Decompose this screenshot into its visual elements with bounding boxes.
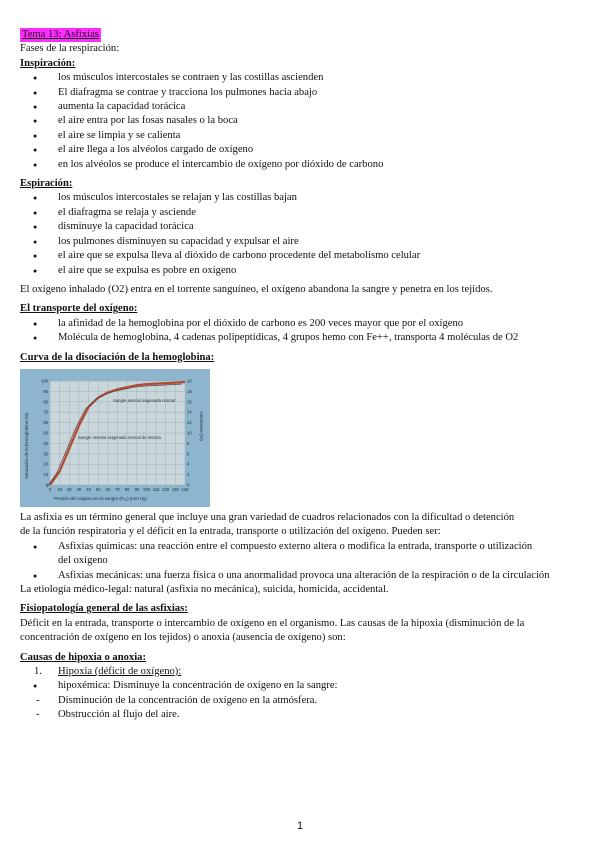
causas-list: [20, 665, 580, 679]
oxigeno-paragraph: El oxígeno inhalado (O2) entra en el torrente sanguíneo, el oxígeno abandona la sangre y penetra en los tejidos.: [20, 283, 493, 295]
dash-item-text: Disminución de la concentración de oxígeno en la atmósfera.: [58, 694, 318, 706]
y2-tick-label: 4: [187, 461, 190, 467]
document-page: [20, 28, 580, 723]
y-tick-label: 70: [43, 409, 48, 415]
x-tick-label: 90: [134, 486, 140, 492]
list-item: ● El diafragma se contrae y tracciona los pulmones hacia abajo: [20, 86, 580, 100]
x-tick-label: 10: [57, 486, 62, 492]
list-item: ● en los alvéolos se produce el intercambio de oxígeno por dióxido de carbono: [20, 158, 580, 172]
list-item: - Obstrucción al flujo del aire.: [36, 709, 180, 721]
y2-tick-label: 10: [187, 430, 192, 436]
list-item: - Disminución de la concentración de oxígeno en la atmósfera.: [36, 694, 318, 706]
list-item: ● la afinidad de la hemoglobina por el dióxido de carbono es 200 veces mayor que por el oxígeno: [20, 317, 580, 331]
x-tick-label: 70: [115, 486, 120, 492]
causas-dash-list: [20, 694, 580, 723]
list-item: ● los músculos intercostales se contraen y las costillas ascienden: [20, 71, 580, 85]
transporte-heading: El transporte del oxígeno:: [20, 303, 138, 315]
y-tick-label: 80: [43, 399, 48, 405]
dissociation-chart: [20, 369, 210, 507]
list-item: ● aumenta la capacidad torácica: [20, 100, 580, 114]
causas-heading: Causas de hipoxia o anoxia:: [20, 651, 146, 663]
inspiracion-list: [20, 71, 580, 172]
list-item: ● Asfixias químicas: una reacción entre el compuesto externo altera o modifica la entrada, transporte o utilización del oxígeno: [20, 540, 538, 569]
fisiopatologia-heading: Fisiopatología general de las asfixias:: [20, 603, 188, 615]
list-item: ● el aire llega a los alvéolos cargado de oxígeno: [20, 143, 580, 157]
y-tick-label: 60: [43, 420, 48, 426]
y2-tick-label: 6: [187, 451, 190, 457]
x-tick-label: 130: [171, 486, 179, 492]
list-item: ● disminuye la capacidad torácica: [20, 220, 580, 234]
y-tick-label: 50: [43, 430, 48, 436]
transporte-list: [20, 317, 580, 346]
list-item: ● hipoxémica: Disminuye la concentración de oxígeno en la sangre:: [20, 679, 580, 693]
x-tick-label: 60: [105, 486, 111, 492]
fisiopatologia-paragraph: Déficit en la entrada, transporte o intercambio de oxígeno en el organismo. Las causas de la hipoxia (disminución de la concentración de oxígeno en los tejidos) o anoxia (ausencia de oxígeno) son:: [20, 617, 525, 644]
list-item: ● el aire que se expulsa lleva al dióxido de carbono procedente del metabolismo celular: [20, 249, 580, 263]
list-item: ● el aire se limpia y se calienta: [20, 129, 580, 143]
x-tick-label: 50: [95, 486, 101, 492]
x-tick-label: 140: [181, 486, 189, 492]
list-item: ● el aire que se expulsa es pobre en oxígeno: [20, 264, 580, 278]
y-tick-label: 100: [41, 378, 48, 384]
asfixia-paragraph: La asfixia es un término general que incluye una gran variedad de cuadros relacionados con la dificultad o detención de la función respiratoria y el déficit en la entrada, transporte o utilización del oxígeno. Pueden ser:: [20, 511, 515, 538]
asfixia-list: [20, 540, 580, 583]
fases-label: Fases de la respiración:: [20, 43, 120, 55]
x-tick-label: 100: [142, 486, 150, 492]
list-item: ● los músculos intercostales se relajan y las costillas bajan: [20, 191, 580, 205]
x-axis-label: Presión del oxígeno en la sangre (Pₒ₂) (mm Hg): [54, 495, 147, 501]
page-number: 1: [296, 820, 304, 832]
annotation-venosa: Sangre venosa oxigenada normal de retorno: [78, 434, 161, 440]
y2-tick-label: 20: [187, 378, 192, 384]
title-line: [20, 28, 580, 42]
y2-tick-label: 8: [187, 440, 190, 446]
y2-tick-label: 18: [187, 388, 192, 394]
y2-tick-label: 16: [187, 399, 192, 405]
list-item: ● el diafragma se relaja y asciende: [20, 206, 580, 220]
espiracion-list: [20, 191, 580, 277]
x-tick-label: 0: [48, 486, 52, 492]
y-tick-label: 0: [45, 482, 48, 488]
list-item: ● los pulmones disminuyen su capacidad y expulsar el aire: [20, 235, 580, 249]
y-tick-label: 40: [43, 440, 48, 446]
x-tick-label: 80: [124, 486, 130, 492]
document-title: Tema 13: Asfixias: [20, 28, 101, 42]
x-tick-label: 30: [76, 486, 82, 492]
etiologia-paragraph: La etiología médico-legal: natural (asfixia no mecánica), suicida, homicida, accidental.: [20, 583, 389, 595]
y2-axis-label: Volumenes (%): [199, 410, 204, 441]
dash-item-text: Obstrucción al flujo del aire.: [58, 709, 180, 721]
x-tick-label: 40: [86, 486, 91, 492]
x-tick-label: 20: [66, 486, 72, 492]
list-item: ● Molécula de hemoglobina, 4 cadenas polipeptídicas, 4 grupos hemo con Fe++, transporta 4 moléculas de O2: [20, 331, 558, 345]
y-tick-label: 10: [43, 472, 48, 478]
y-axis-label: Saturación de la hemoglobina (%): [24, 412, 29, 479]
curva-heading: Curva de la disociación de la hemoglobina:: [20, 351, 215, 363]
y2-tick-label: 2: [187, 472, 190, 478]
espiracion-heading: Espiración:: [20, 178, 73, 190]
annotation-arterial: Sangre arterial oxigenada normal: [113, 397, 175, 403]
y-tick-label: 20: [43, 461, 48, 467]
y-tick-label: 90: [43, 388, 48, 394]
causas-bullet-list: [20, 679, 580, 693]
list-item: ● Asfixias mecánicas: una fuerza física o una anormalidad provoca una alteración de la respiración o de la circulación: [20, 569, 558, 583]
list-item: [20, 665, 580, 679]
y2-tick-label: 0: [187, 482, 190, 488]
inspiracion-heading: Inspiración:: [20, 57, 76, 69]
list-number: 1.: [34, 666, 42, 677]
hemoglobin-dissociation-figure: [20, 369, 210, 507]
y2-tick-label: 14: [187, 409, 192, 415]
y-tick-label: 30: [43, 451, 48, 457]
y2-tick-label: 12: [187, 420, 192, 426]
list-item: ● el aire entra por las fosas nasales o la boca: [20, 114, 580, 128]
x-tick-label: 110: [152, 486, 160, 492]
hipoxia-title: Hipoxia (déficit de oxígeno):: [58, 666, 182, 677]
x-tick-label: 120: [162, 486, 170, 492]
